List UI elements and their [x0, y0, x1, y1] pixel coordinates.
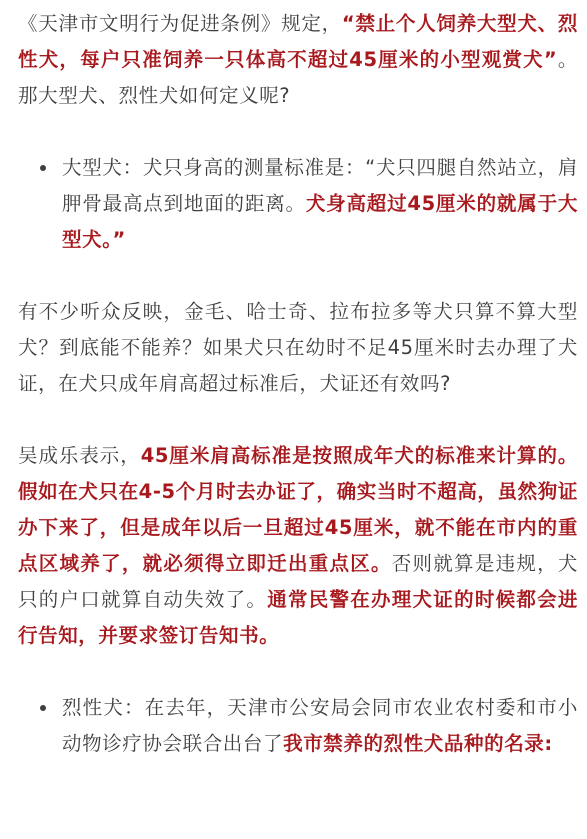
listener-question-paragraph — [18, 294, 578, 402]
explanation-intro: 吴成乐表示， — [18, 444, 141, 467]
fierce-dog-emphasis: 我市禁养的烈性犬品种的名录: — [283, 732, 553, 755]
fierce-dog-list — [18, 690, 578, 762]
intro-paragraph — [18, 6, 578, 114]
large-dog-definition — [18, 150, 578, 258]
fierce-dog-definition — [18, 690, 578, 762]
large-dog-emphasis: 犬身高超过45厘米的就属于大型犬。” — [62, 192, 578, 251]
bullet-dot-icon — [40, 705, 46, 711]
regulation-quote: “禁止个人饲养大型犬、烈性犬，每户只准饲养一只体高不超过45厘米的小型观赏犬” — [18, 12, 578, 71]
explanation-paragraph — [18, 438, 578, 654]
fierce-dog-text: 烈性犬：在去年，天津市公安局会同市农业农村委和市小动物诊疗协会联合出台了 — [62, 696, 578, 755]
intro-text: 《天津市文明行为促进条例》规定， — [18, 12, 342, 35]
large-dog-list — [18, 150, 578, 258]
large-dog-text: 大型犬：犬只身高的测量标准是：“犬只四腿自然站立，肩胛骨最高点到地面的距离。 — [62, 156, 578, 215]
police-notice-emphasis: 通常民警在办理犬证的时候都会进行告知，并要求签订告知书。 — [18, 588, 578, 647]
article-body — [18, 6, 578, 798]
listener-question-text: 有不少听众反映，金毛、哈士奇、拉布拉多等犬只算不算大型犬？到底能不能养？如果犬只在幼时不足45厘米时去办理了犬证，在犬只成年肩高超过标准后，犬证还有效吗? — [18, 300, 578, 395]
bullet-dot-icon — [40, 165, 46, 171]
intro-question: 。那大型犬、烈性犬如何定义呢? — [18, 48, 579, 107]
violation-text: 否则就算是违规，犬只的户口就算自动失效了。 — [18, 552, 578, 611]
height-standard-emphasis: 45厘米肩高标准是按照成年犬的标准来计算的。假如在犬只在4-5个月时去办证了，确实当时不超高，虽然狗证办下来了，但是成年以后一旦超过45厘米，就不能在市内的重点区域养了，就必须得立即迁出重点区。 — [18, 444, 578, 575]
